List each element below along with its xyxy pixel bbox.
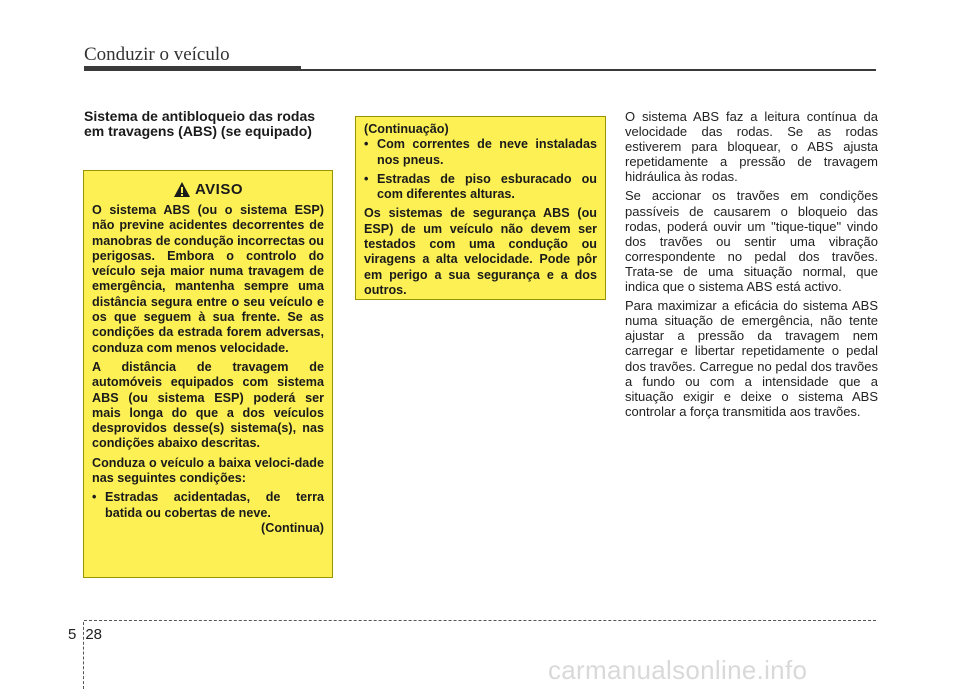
- header-rule-thin: [301, 69, 876, 71]
- warning-paragraph-3: Conduza o veículo a baixa veloci-dade nas seguintes condições:: [92, 455, 324, 486]
- continuation-label: (Continuação): [364, 122, 449, 136]
- warning-triangle-icon: [173, 181, 191, 198]
- page-header-title: Conduzir o veículo: [84, 44, 230, 65]
- continuation-bullet-2: • Estradas de piso esburacado ou com diferentes alturas.: [364, 171, 597, 202]
- section-number: 5: [68, 626, 77, 643]
- warning-continua: (Continua): [261, 520, 324, 535]
- continuation-bullet-1-text: Com correntes de neve instaladas nos pneus.: [377, 137, 597, 167]
- header-rule-thick: [84, 66, 301, 71]
- page-number-value: 28: [85, 626, 103, 643]
- warning-paragraph-2: A distância de travagem de automóveis equipados com sistema ABS (ou sistema ESP) poderá ser mais longa do que a dos veículos desprovidos desse(s) sistema(s), nas condições abaixo descritas.: [92, 359, 324, 451]
- section-heading: Sistema de antibloqueio das rodas em travagens (ABS) (se equipado): [84, 108, 316, 139]
- warning-title: AVISO: [194, 180, 244, 198]
- warning-paragraph-1: O sistema ABS (ou o sistema ESP) não previne acidentes decorrentes de manobras de condução incorrectas ou perigosas. Embora o controlo do veículo seja maior numa travagem de emergência, mantenha sempre uma distância segura entre o seu veículo e os que seguem à sua frente. Se as condições da estrada forem adversas, conduza com menos velocidade.: [92, 203, 324, 355]
- continuation-paragraph: Os sistemas de segurança ABS (ou ESP) de um veículo não devem ser testados com uma condução ou viragens a alta velocidade. Pode pôr em perigo a sua segurança e a dos outros.: [364, 206, 597, 297]
- continuation-bullet-2-text: Estradas de piso esburacado ou com diferentes alturas.: [377, 171, 597, 202]
- warning-bullet-1: • Estradas acidentadas, de terra batida ou cobertas de neve.: [92, 490, 324, 520]
- continuation-bullet-1: • Com correntes de neve instaladas nos pneus.: [364, 137, 597, 167]
- continuation-box: [355, 116, 606, 300]
- footer-rule: [84, 620, 876, 621]
- warning-bullet-1-text: Estradas acidentadas, de terra batida ou cobertas de neve.: [105, 490, 324, 520]
- body-paragraph-2: Se accionar os travões em condições passíveis de causarem o bloqueio das rodas, poderá ouvir um "tique-tique" vindo dos travões ou sentir uma vibração correspondente no pedal dos travões. Trata-se de uma situação normal, que indica que o sistema ABS está activo.: [625, 188, 878, 295]
- body-paragraph-3: Para maximizar a eficácia do sistema ABS numa situação de emergência, não tente ajustar a pressão da travagem nem carregar e libertar repetidamente o pedal dos travões. Carregue no pedal dos travões a fundo ou com a intensidade que a situação exigir e deixe o sistema ABS controlar a força transmitida aos travões.: [625, 298, 878, 419]
- body-paragraph-1: O sistema ABS faz a leitura contínua da velocidade das rodas. Se as rodas estiverem para bloquear, o ABS ajusta repetidamente a pressão de travagem hidráulica às rodas.: [625, 109, 878, 185]
- page-number: [68, 626, 102, 643]
- warning-box: [83, 170, 333, 578]
- watermark: carmanualsonline.info: [548, 655, 808, 685]
- body-column: [625, 109, 878, 423]
- warning-header: [92, 178, 324, 200]
